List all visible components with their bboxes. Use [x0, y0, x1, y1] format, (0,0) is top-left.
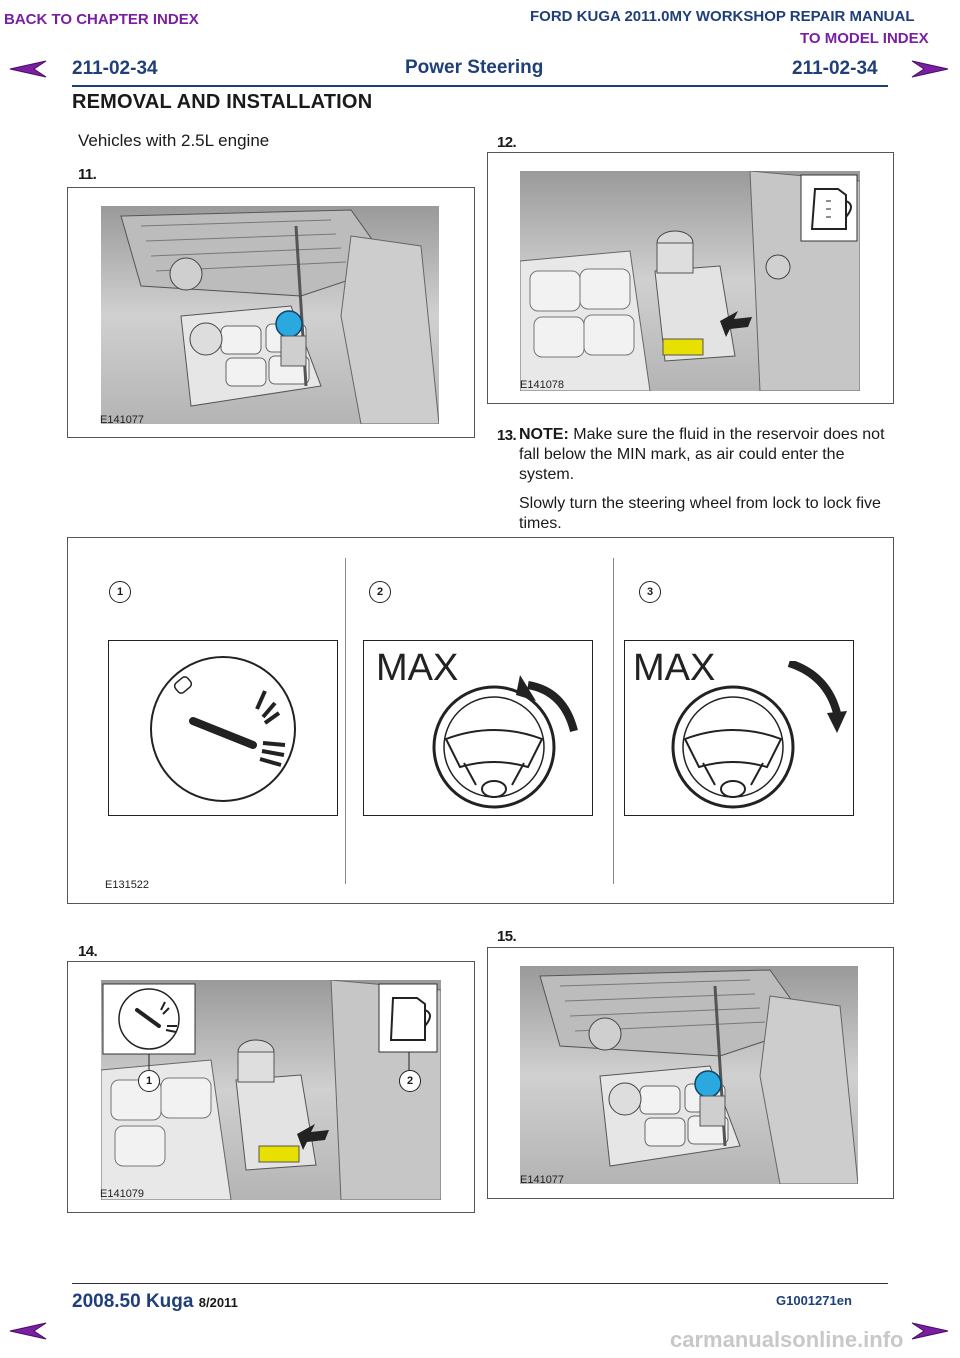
reservoir-illustration	[520, 171, 860, 391]
figure-code-steering: E131522	[105, 879, 150, 891]
panel-divider	[345, 558, 346, 884]
step-15-number: 15.	[497, 928, 517, 945]
figure-step-15	[487, 947, 894, 1199]
footer-doc-code: G1001271en	[776, 1293, 852, 1308]
figure-code-step-14: E141079	[100, 1188, 145, 1200]
figure-step-11	[67, 187, 475, 438]
section-title: REMOVAL AND INSTALLATION	[72, 91, 373, 113]
back-to-chapter-index-link[interactable]: BACK TO CHAPTER INDEX	[4, 11, 199, 28]
note-text: Make sure the fluid in the reservoir does not fall below the MIN mark, as air could enter the system.	[519, 426, 885, 483]
header-rule	[72, 85, 888, 87]
page-code-left: 211-02-34	[72, 58, 158, 79]
to-model-index-link[interactable]: TO MODEL INDEX	[800, 30, 929, 47]
footer-model-name: 2008.50 Kuga	[72, 1291, 194, 1312]
min-mark-highlight	[259, 1146, 299, 1162]
step-13-note	[519, 425, 891, 485]
steering-wheel-left-turn-icon	[424, 661, 590, 811]
next-page-arrow-icon[interactable]	[910, 1320, 950, 1342]
footer-date: 8/2011	[198, 1295, 238, 1310]
figure-code-step-12: E141078	[520, 379, 565, 391]
footer-rule	[72, 1283, 888, 1284]
ignition-panel	[108, 640, 338, 816]
max-label-left: MAX	[376, 647, 459, 689]
callout-2: 2	[399, 1070, 421, 1092]
callout-1: 1	[109, 581, 131, 603]
reservoir-cap-highlight	[276, 311, 302, 337]
previous-page-arrow-icon[interactable]	[8, 1320, 48, 1342]
ignition-switch-icon	[145, 651, 301, 807]
figure-step-14	[67, 961, 475, 1213]
figure-code-step-15: E141077	[520, 1174, 565, 1186]
step-13-instruction: Slowly turn the steering wheel from lock to lock five times.	[519, 495, 881, 532]
steering-max-right-panel	[624, 640, 854, 816]
engine-bay-illustration	[101, 206, 439, 424]
figure-steering-procedure	[67, 537, 894, 904]
next-page-arrow-icon[interactable]	[910, 58, 950, 80]
callout-1: 1	[138, 1070, 160, 1092]
max-label-right: MAX	[633, 647, 716, 689]
engine-variant-heading: Vehicles with 2.5L engine	[78, 131, 270, 150]
watermark: carmanualsonline.info	[670, 1327, 904, 1352]
note-label: NOTE:	[519, 426, 569, 443]
figure-step-12	[487, 152, 894, 404]
reservoir-cap-highlight	[695, 1071, 721, 1097]
steering-max-left-panel	[363, 640, 593, 816]
callout-3: 3	[639, 581, 661, 603]
step-12-number: 12.	[497, 134, 517, 151]
previous-page-arrow-icon[interactable]	[8, 58, 48, 80]
steering-wheel-right-turn-icon	[661, 661, 847, 811]
min-mark-highlight	[663, 339, 703, 355]
page-title: Power Steering	[405, 57, 544, 78]
step-13-number: 13.	[497, 427, 517, 444]
engine-bay-illustration	[520, 966, 858, 1184]
step-14-number: 14.	[78, 943, 98, 960]
figure-code-step-11: E141077	[100, 414, 145, 426]
footer-model	[72, 1291, 238, 1313]
step-11-number: 11.	[78, 166, 97, 183]
panel-divider	[613, 558, 614, 884]
manual-title: FORD KUGA 2011.0MY WORKSHOP REPAIR MANUAL	[530, 8, 915, 25]
page-code-right: 211-02-34	[792, 58, 878, 79]
callout-2: 2	[369, 581, 391, 603]
